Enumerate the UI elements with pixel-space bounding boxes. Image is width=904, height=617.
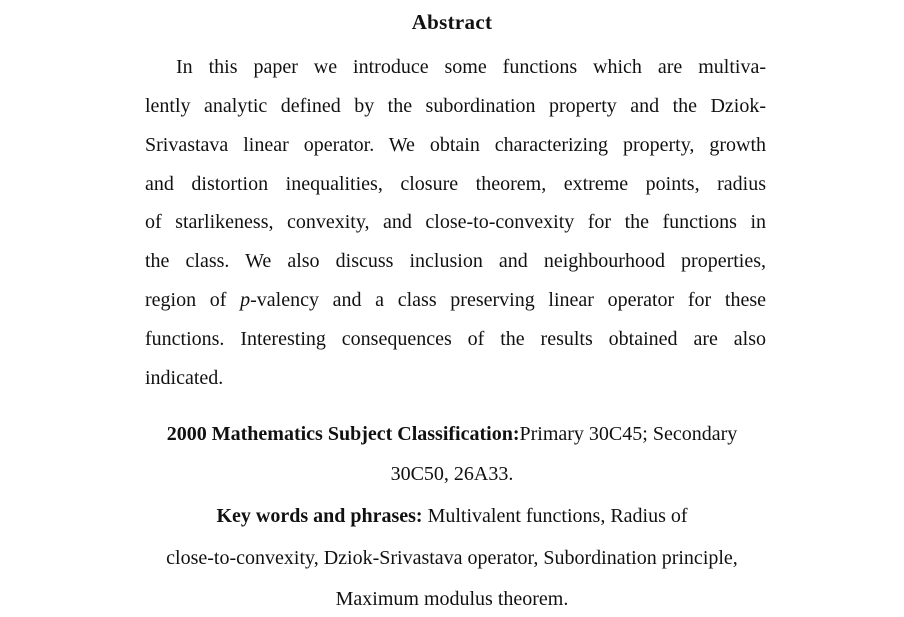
keywords-line-1 (0, 504, 904, 528)
msc-line-2: 30C50, 26A33. (390, 463, 514, 485)
abstract-line-3: Srivastava linear operator. We obtain characterizing property, growth (145, 134, 766, 156)
keywords-text: Multivalent functions, Radius of (422, 505, 688, 527)
keywords-line-2: close-to-convexity, Dziok-Srivastava operator, Subordination principle, (166, 547, 738, 569)
abstract-line-9: indicated. (145, 367, 224, 389)
abstract-title: Abstract (411, 10, 493, 34)
abstract-line-6: the class. We also discuss inclusion and neighbourhood properties, (145, 250, 766, 272)
abstract-line-8: functions. Interesting consequences of the results obtained are also (145, 328, 766, 350)
abstract-line-5: of starlikeness, convexity, and close-to-convexity for the functions in (145, 211, 766, 233)
msc-label: 2000 Mathematics Subject Classification: (166, 423, 520, 445)
msc-line-1 (0, 422, 904, 446)
keywords-line-3: Maximum modulus theorem. (335, 588, 569, 610)
msc-primary: Primary 30C45; Secondary (519, 423, 738, 445)
abstract-line-2: lently analytic defined by the subordination property and the Dziok- (145, 95, 766, 117)
abstract-line-1: In this paper we introduce some functions which are multiva- (176, 56, 766, 78)
abstract-line-7 (145, 288, 766, 312)
keywords-label: Key words and phrases: (216, 505, 423, 527)
text: -valency and a class preserving linear operator for these (250, 289, 766, 311)
math-p: p (240, 289, 251, 311)
text: region of (145, 289, 241, 311)
abstract-line-4: and distortion inequalities, closure theorem, extreme points, radius (145, 173, 766, 195)
